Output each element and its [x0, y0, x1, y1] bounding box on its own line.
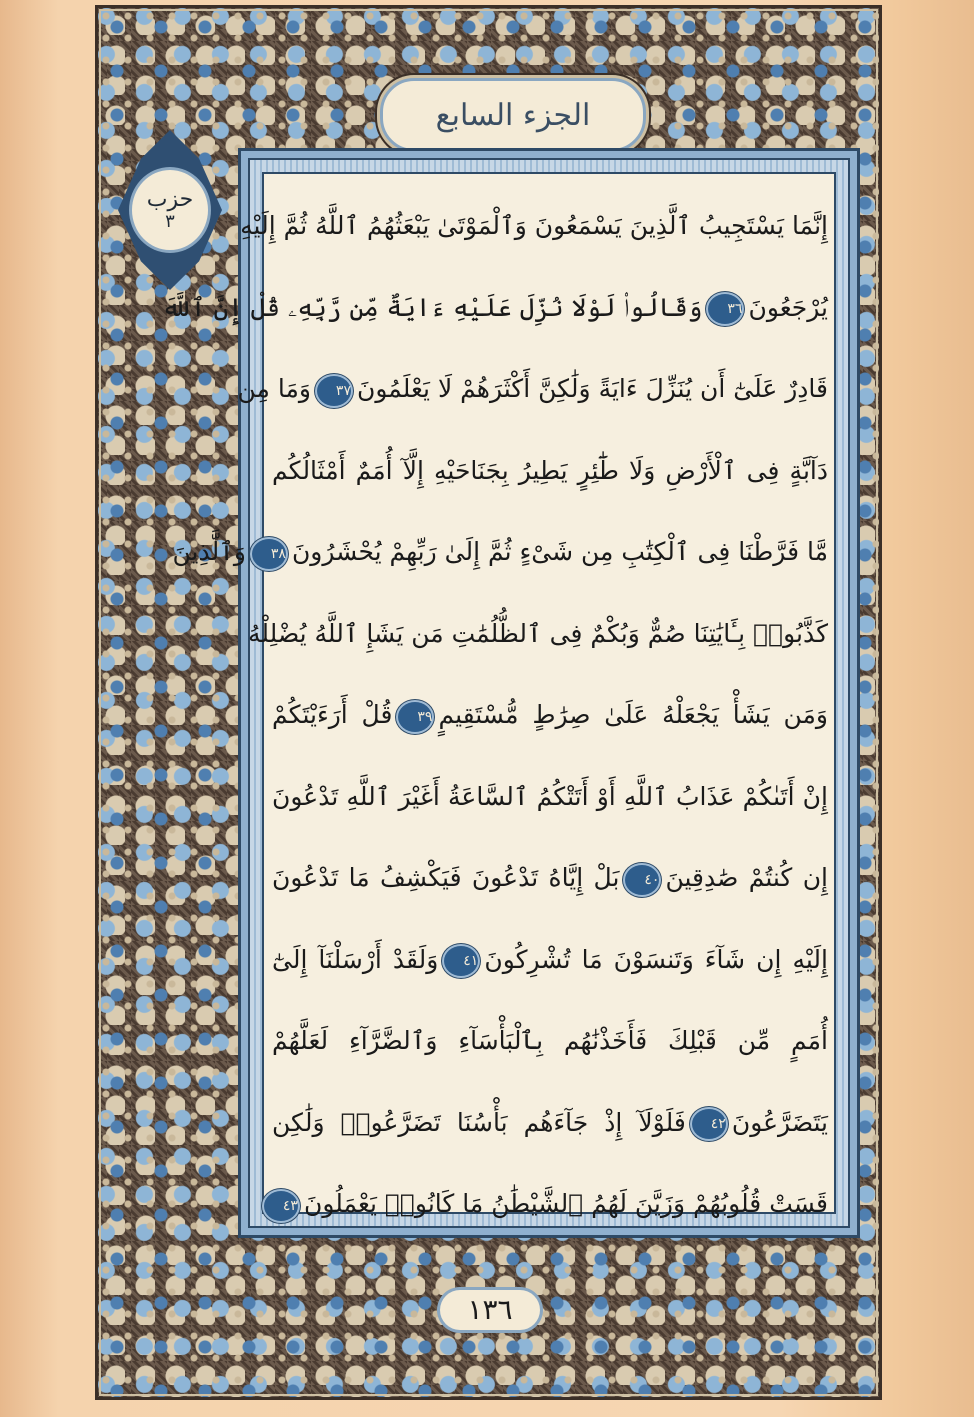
verse-line	[172, 511, 828, 593]
verse-line	[272, 1163, 828, 1245]
verse-text: قُلْ أَرَءَيْتَكُمْ	[272, 700, 393, 729]
verse-line	[237, 348, 828, 430]
ayah-end-rosette-icon: ٤٣	[264, 1191, 298, 1221]
verse-text: كَذَّبُوا۟ بِـَٔايَٰتِنَا صُمٌّ وَبُكْمٌ فِى ٱلظُّلُمَٰتِ مَن يَشَإِ ٱللَّهُ يُضْلِلْهُ	[247, 618, 828, 648]
juz-header-cartouche	[380, 78, 646, 152]
verse-text: إِلَيْهِ إِن شَآءَ وَتَنسَوْنَ مَا تُشْرِكُونَ	[484, 944, 829, 974]
verse-text: إِن كُنتُمْ صَٰدِقِينَ	[665, 863, 829, 892]
ayah-end-rosette-icon: ٤٢	[692, 1109, 726, 1139]
verse-text: قَسَتْ قُلُوبُهُمْ وَزَيَّنَ لَهُمُ ٱلشَّيْطَٰنُ مَا كَانُوا۟ يَعْمَلُونَ	[303, 1189, 828, 1218]
verse-text: وَمَن يَشَأْ يَجْعَلْهُ عَلَىٰ صِرَٰطٍ مُّسْتَقِيمٍ	[438, 700, 828, 729]
verse-text: وَقَالُوا۟ لَوْلَا نُزِّلَ عَلَيْهِ ءَايَةٌ مِّن رَّبِّهِۦ قُلْ إِنَّ ٱللَّهَ	[161, 292, 703, 322]
verse-line	[161, 267, 828, 349]
verse-line	[272, 674, 828, 756]
verse-text: وَمَا مِن	[237, 374, 311, 403]
verse-line	[272, 919, 828, 1001]
page-number: ١٣٦	[440, 1290, 540, 1330]
verse-line	[272, 1000, 828, 1082]
verse-text: يَتَضَرَّعُونَ	[731, 1107, 828, 1137]
ayah-end-rosette-icon: ٣٩	[398, 702, 432, 732]
verse-line	[272, 1082, 828, 1164]
juz-title: الجزء السابع	[435, 97, 591, 133]
ayah-end-rosette-icon: ٣٧	[317, 376, 351, 406]
hizb-marker	[132, 170, 208, 250]
verse-text: يُرْجَعُونَ	[748, 292, 828, 322]
verse-text: إِنَّمَا يَسْتَجِيبُ ٱلَّذِينَ يَسْمَعُونَ وَٱلْمَوْتَىٰ يَبْعَثُهُمُ ٱللَّهُ ثُمَّ إِلَيْهِ	[240, 211, 828, 240]
verse-line	[247, 593, 828, 675]
verse-line	[240, 185, 828, 267]
verse-line	[272, 756, 828, 838]
verse-text: وَٱلَّذِينَ	[172, 537, 246, 566]
ayah-end-rosette-icon: ٣٦	[708, 294, 742, 324]
verse-line	[272, 430, 828, 512]
verse-text: بَلْ إِيَّاهُ تَدْعُونَ فَيَكْشِفُ مَا تَدْعُونَ	[272, 863, 620, 892]
verse-text: دَآبَّةٍ فِى ٱلْأَرْضِ وَلَا طَٰٓئِرٍ يَطِيرُ بِجَنَاحَيْهِ إِلَّآ أُمَمٌ أَمْثَالُكُم	[272, 455, 828, 485]
hizb-label: حزب	[146, 187, 194, 212]
ayah-end-rosette-icon: ٣٨	[252, 539, 286, 569]
verse-line	[272, 837, 828, 919]
verse-text: إِنْ أَتَىٰكُمْ عَذَابُ ٱللَّهِ أَوْ أَتَتْكُمُ ٱلسَّاعَةُ أَغَيْرَ ٱللَّهِ تَدْعُونَ	[272, 781, 828, 811]
verse-text: فَلَوْلَآ إِذْ جَآءَهُم بَأْسُنَا تَضَرَّعُوا۟ وَلَٰكِن	[272, 1107, 686, 1137]
verse-text: أُمَمٍ مِّن قَبْلِكَ فَأَخَذْنَٰهُم بِٱلْبَأْسَآءِ وَٱلضَّرَّآءِ لَعَلَّهُمْ	[272, 1026, 828, 1055]
hizb-number: ٣	[165, 211, 175, 232]
verse-text: مَّا فَرَّطْنَا فِى ٱلْكِتَٰبِ مِن شَىْءٍ ثُمَّ إِلَىٰ رَبِّهِمْ يُحْشَرُونَ	[291, 537, 828, 566]
verse-text: وَلَقَدْ أَرْسَلْنَآ إِلَىٰٓ	[272, 944, 439, 974]
verse-text: قَادِرٌ عَلَىٰٓ أَن يُنَزِّلَ ءَايَةً وَلَٰكِنَّ أَكْثَرَهُمْ لَا يَعْلَمُونَ	[356, 374, 828, 403]
ayah-end-rosette-icon: ٤٠	[625, 865, 659, 895]
ayah-end-rosette-icon: ٤١	[444, 946, 478, 976]
